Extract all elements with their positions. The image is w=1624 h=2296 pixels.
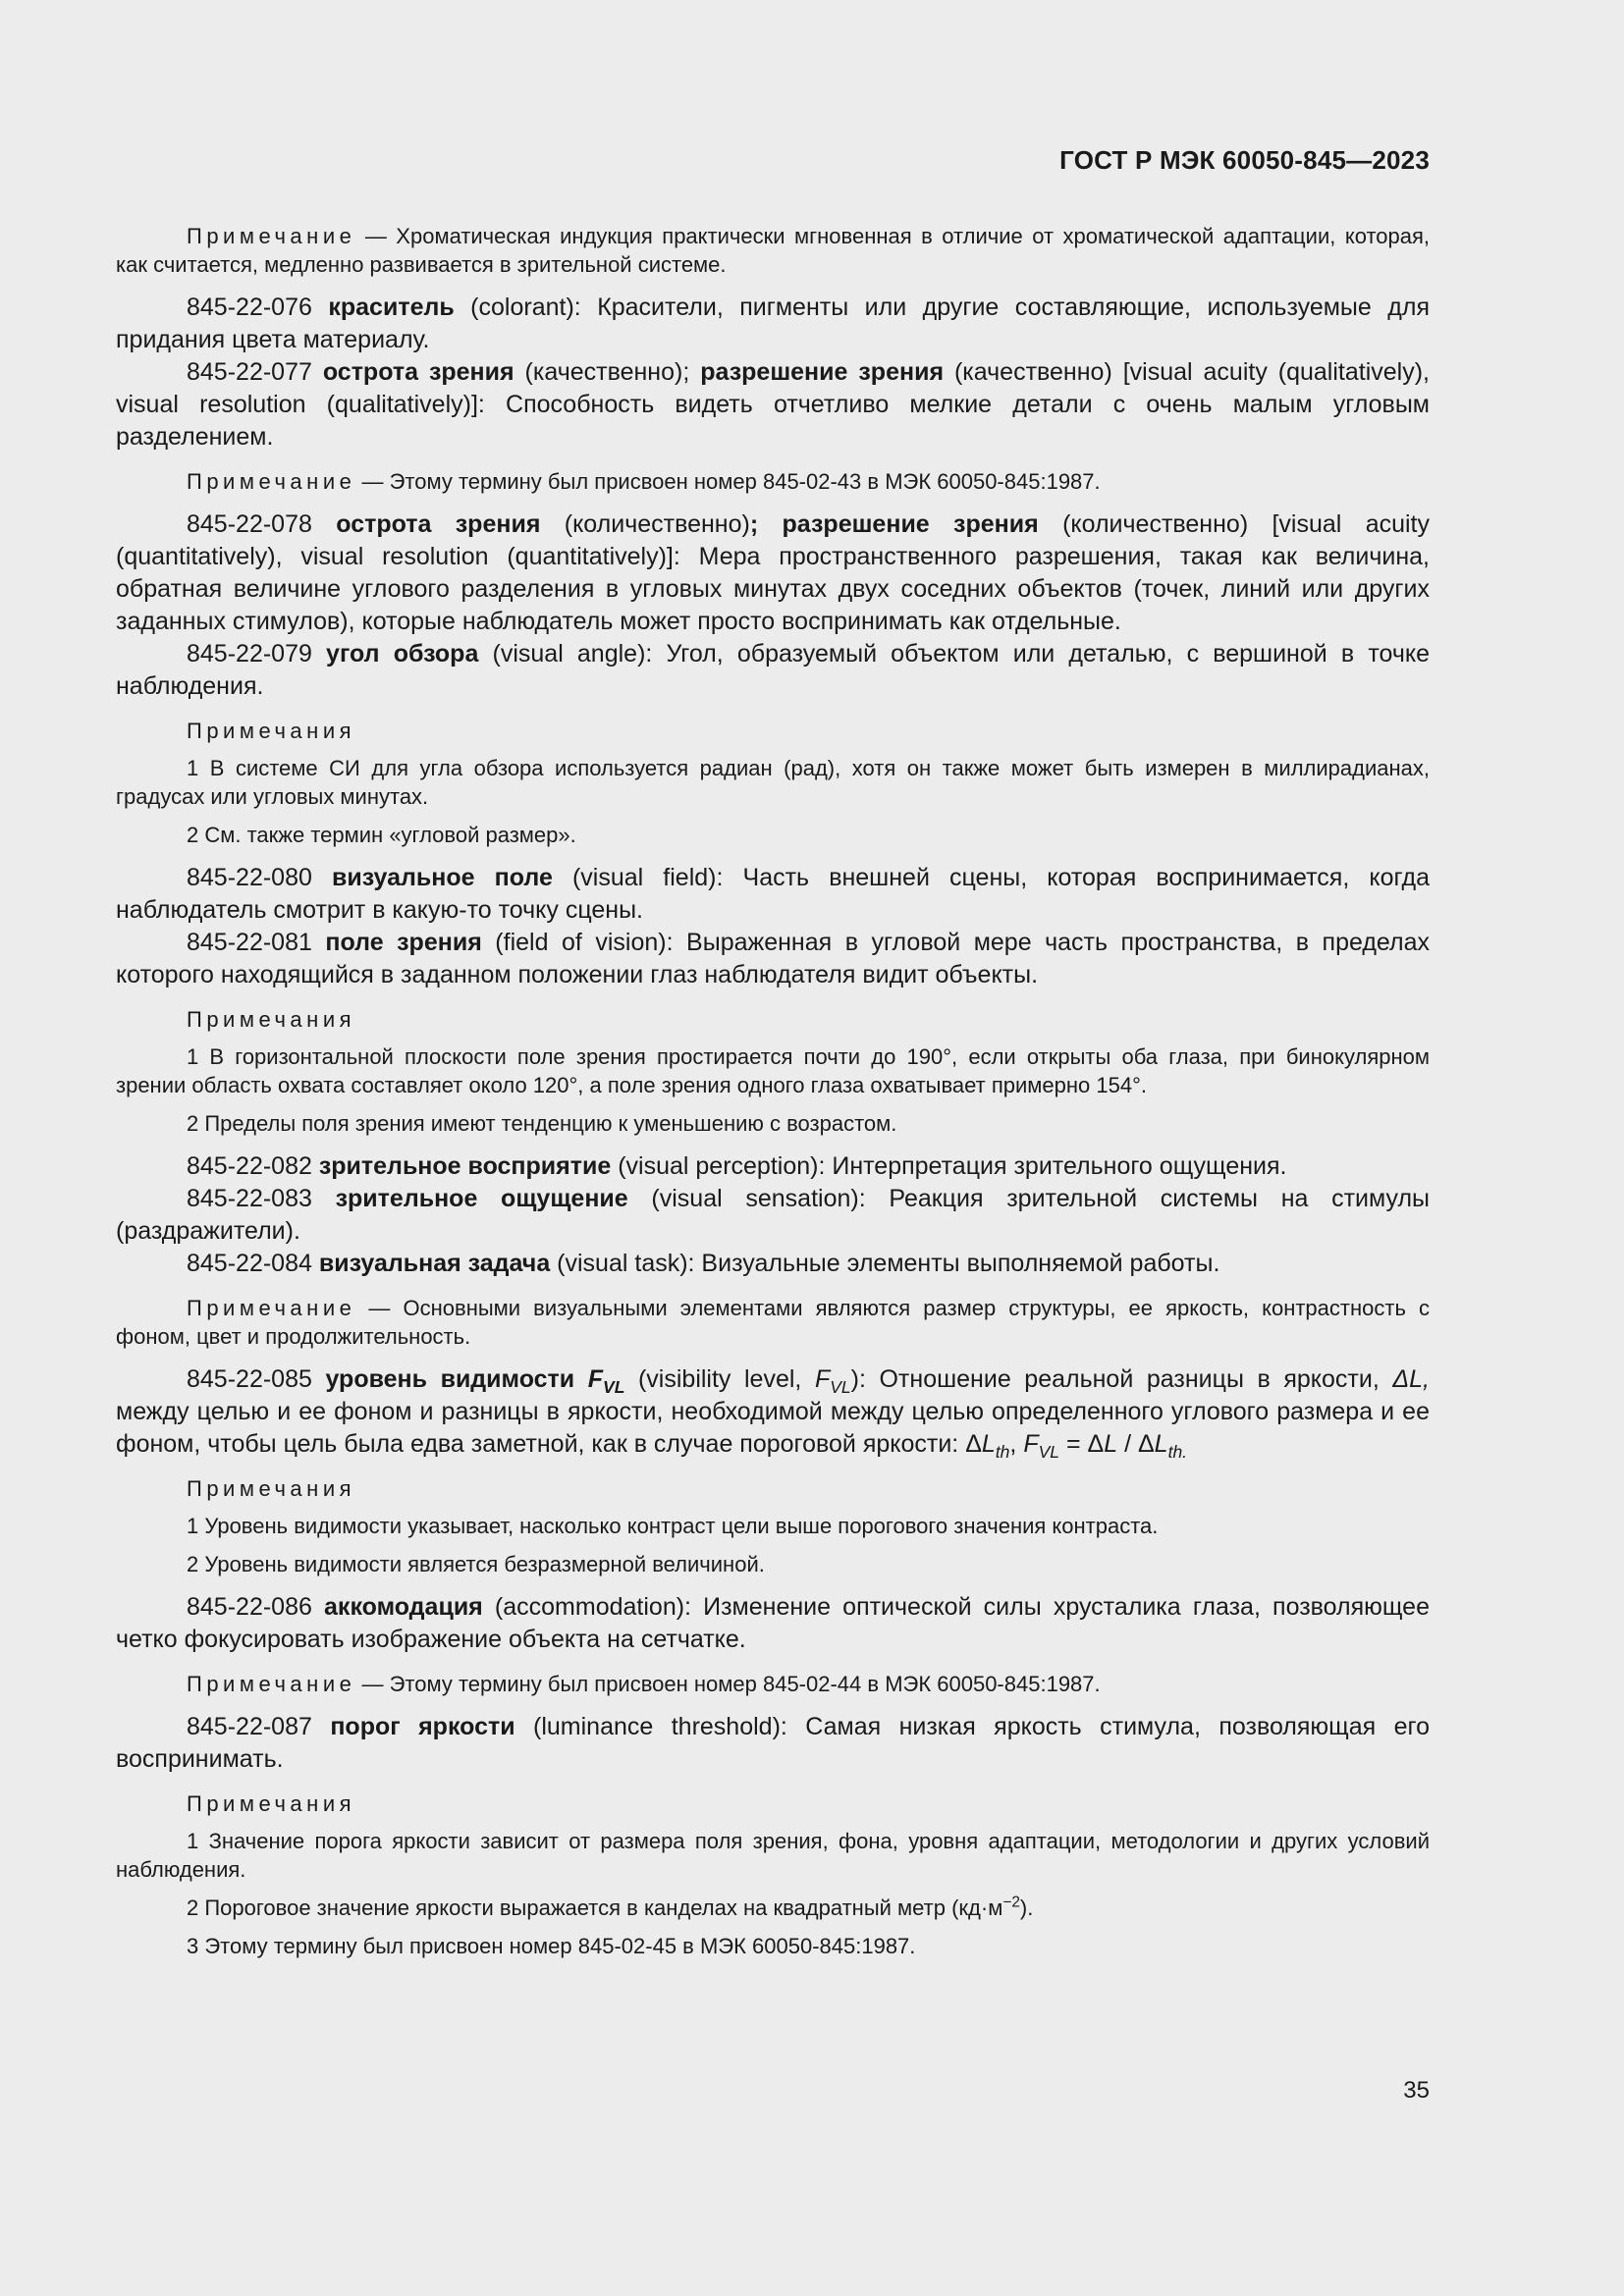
note-845-22-084: Примечание — Основными визуальными элементами являются размер структуры, ее яркость, контрастность с фоном, цвет и продолжительность. [116, 1296, 1430, 1349]
notes-label: Примечания [187, 719, 356, 743]
term-845-22-080: 845-22-080 визуальное поле (visual field): Часть внешней сцены, которая воспринимается, когда наблюдатель смотрит в какую-то точку сцены. [116, 864, 1430, 924]
term-845-22-077: 845-22-077 острота зрения (качественно); разрешение зрения (качественно) [visual acuity (qualitatively), visual resolution (qualitatively)]: Способность видеть отчетливо мелкие детали с очень малым угловым разделением. [116, 358, 1430, 451]
note-845-22-077: Примечание — Этому термину был присвоен номер 845-02-43 в МЭК 60050-845:1987. [187, 469, 1101, 494]
term-845-22-085: 845-22-085 уровень видимости $F_{VL}$ (visibility level, $F_{VL}$): Отношение реальной разницы в яркости, ΔL, между целью и ее фоном и разницы в яркости, необходимой между целью определенного углового размера и ее фоном, чтобы цель была едва заметной, как в случае пороговой яркости: $\Delta L_{th}$, $F_{VL} = \Delta L / \Delta L_{th.}$ [116, 1365, 1430, 1462]
document-body [116, 222, 1430, 1970]
note-845-22-085-1: 1 Уровень видимости указывает, насколько контраст цели выше порогового значения контраста. [187, 1514, 1159, 1538]
page-number: 35 [1403, 2077, 1430, 2104]
note-845-22-079-1: 1 В системе СИ для угла обзора используется радиан (рад), хотя он также может быть измерен в миллирадианах, градусах или угловых минутах. [116, 756, 1430, 809]
term-845-22-084: 845-22-084 визуальная задача (visual task): Визуальные элементы выполняемой работы. [187, 1250, 1220, 1277]
note-845-22-086: Примечание — Этому термину был присвоен номер 845-02-44 в МЭК 60050-845:1987. [187, 1672, 1101, 1696]
notes-label: Примечания [187, 1476, 356, 1501]
term-845-22-082: 845-22-082 зрительное восприятие (visual perception): Интерпретация зрительного ощущения. [187, 1152, 1287, 1180]
note-label: Примечание [187, 224, 356, 248]
note-845-22-087-3: 3 Этому термину был присвоен номер 845-02-45 в МЭК 60050-845:1987. [187, 1934, 916, 1958]
note-845-22-081-1: 1 В горизонтальной плоскости поле зрения простирается почти до 190°, если открыты оба глаза, при бинокулярном зрении область охвата составляет около 120°, а поле зрения одного глаза охватывает примерно 154°. [116, 1044, 1430, 1097]
term-845-22-078: 845-22-078 острота зрения (количественно); разрешение зрения (количественно) [visual acuity (quantitatively), visual resolution (quantitatively)]: Мера пространственного разрешения, такая как величина, обратная величине углового разделения в угловых минутах двух соседних объектов (точек, линий или других заданных стимулов), которые наблюдатель может просто воспринимать как отдельные. [116, 510, 1430, 635]
note-845-22-079-2: 2 См. также термин «угловой размер». [187, 823, 576, 847]
note-845-22-087-2: 2 Пороговое значение яркости выражается в канделах на квадратный метр $(кд\cdot м^{-2})$. [187, 1894, 1034, 1920]
document-header: ГОСТ Р МЭК 60050-845—2023 [1059, 145, 1430, 175]
notes-label: Примечания [187, 1791, 356, 1816]
note-845-22-085-2: 2 Уровень видимости является безразмерной величиной. [187, 1552, 765, 1576]
term-845-22-081: 845-22-081 поле зрения (field of vision): Выраженная в угловой мере часть пространства, в пределах которого находящийся в заданном положении глаз наблюдателя видит объекты. [116, 929, 1430, 988]
note-chromatic-induction: Примечание — Хроматическая индукция практически мгновенная в отличие от хроматической адаптации, которая, как считается, медленно развивается в зрительной системе. [116, 224, 1431, 277]
term-845-22-086: 845-22-086 аккомодация (accommodation): Изменение оптической силы хрусталика глаза, позволяющее четко фокусировать изображение объекта на сетчатке. [116, 1593, 1430, 1653]
note-845-22-081-2: 2 Пределы поля зрения имеют тенденцию к уменьшению с возрастом. [187, 1111, 897, 1136]
term-845-22-087: 845-22-087 порог яркости (luminance threshold): Самая низкая яркость стимула, позволяющая его воспринимать. [116, 1713, 1430, 1773]
notes-label: Примечания [187, 1007, 356, 1032]
term-845-22-083: 845-22-083 зрительное ощущение (visual sensation): Реакция зрительной системы на стимулы (раздражители). [116, 1185, 1431, 1245]
term-845-22-079: 845-22-079 угол обзора (visual angle): Угол, образуемый объектом или деталью, с вершиной в точке наблюдения. [116, 640, 1430, 700]
term-845-22-076: 845-22-076 краситель (colorant): Красители, пигменты или другие составляющие, используемые для придания цвета материалу. [116, 294, 1430, 353]
note-845-22-087-1: 1 Значение порога яркости зависит от размера поля зрения, фона, уровня адаптации, методологии и других условий наблюдения. [116, 1829, 1430, 1882]
